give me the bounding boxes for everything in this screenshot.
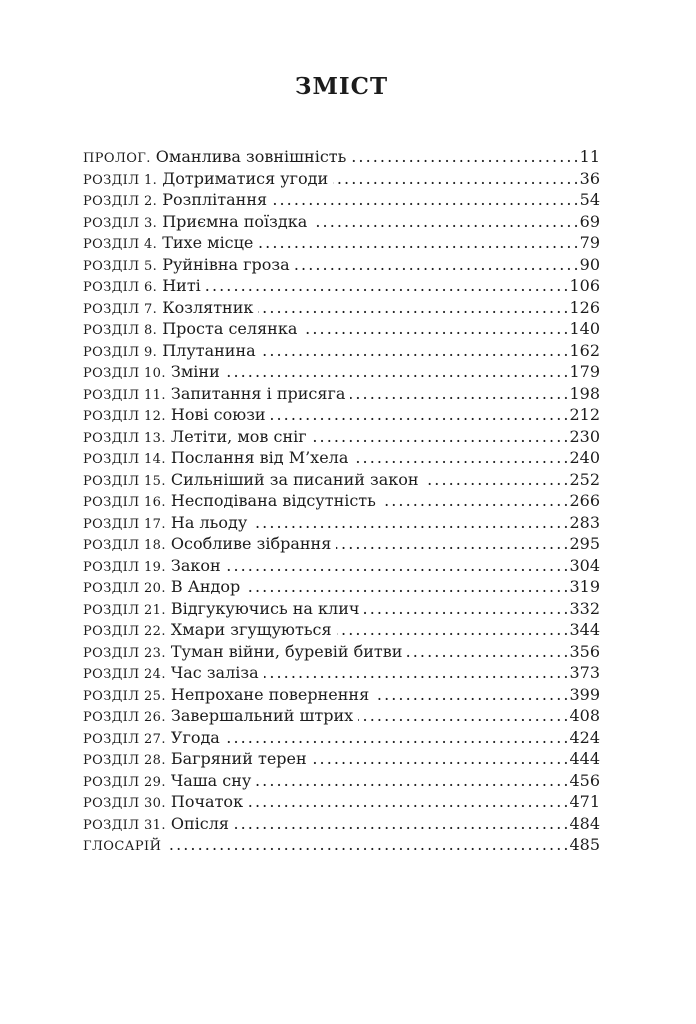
toc-entry-label: РОЗДІЛ 8. (83, 323, 158, 339)
toc-entry-label: РОЗДІЛ 7. (83, 301, 158, 317)
toc-entry-title: Завершальний штрих (170, 706, 354, 726)
toc-entry-page: 319 (569, 577, 600, 597)
toc-entry (83, 834, 600, 856)
toc-entry-title: Угода (170, 727, 220, 747)
leader-dots (264, 662, 569, 684)
toc-entry-title: Проста селянка (162, 319, 298, 339)
toc-entry-label: РОЗДІЛ 6. (83, 280, 158, 296)
toc-entry-title: Нові союзи (170, 405, 266, 425)
toc-entry (83, 662, 600, 684)
leader-dots (353, 447, 568, 469)
toc-entry (83, 619, 600, 641)
toc-entry-title: Хмари згущуються (170, 620, 332, 640)
toc-entry (83, 684, 600, 706)
toc-entry-title: Розплітання (162, 190, 268, 210)
page-title: ЗМІСТ (294, 73, 389, 100)
toc-entry-page: 230 (569, 426, 600, 446)
toc-entry-label: РОЗДІЛ 10. (83, 366, 166, 382)
leader-dots (248, 791, 568, 813)
toc-entry-label: РОЗДІЛ 21. (83, 602, 166, 618)
toc-entry (83, 361, 600, 383)
toc-entry-page: 344 (569, 620, 600, 640)
toc-entry-page: 484 (569, 813, 600, 833)
leader-dots (295, 254, 579, 276)
leader-dots (256, 770, 568, 792)
toc-entry-title: Тихе місце (162, 233, 254, 253)
leader-dots (337, 619, 569, 641)
toc-entry-label: РОЗДІЛ 19. (83, 559, 166, 575)
toc-entry-page: 456 (569, 770, 600, 790)
toc-entry-label: РОЗДІЛ 13. (83, 430, 166, 446)
toc-entry-label: РОЗДІЛ 23. (83, 645, 166, 661)
toc-entry-label: РОЗДІЛ 1. (83, 172, 158, 188)
leader-dots (258, 232, 578, 254)
leader-dots (312, 748, 569, 770)
toc-entry (83, 168, 600, 190)
toc-entry (83, 512, 600, 534)
toc-entry-page: 90 (579, 254, 600, 274)
toc-entry-page: 471 (569, 792, 600, 812)
toc-entry-page: 332 (569, 598, 600, 618)
toc-entry-label: РОЗДІЛ 18. (83, 538, 166, 554)
toc-entry (83, 813, 600, 835)
toc-entry-page: 266 (569, 491, 600, 511)
toc-entry-title: Закон (170, 555, 221, 575)
toc-entry-title: В Андор (170, 577, 241, 597)
toc-entry (83, 275, 600, 297)
toc-entry-title: Час заліза (170, 663, 259, 683)
leader-dots (225, 361, 569, 383)
toc-entry-label: РОЗДІЛ 28. (83, 753, 166, 769)
toc-entry-title: Несподівана відсутність (170, 491, 376, 511)
toc-entry-label: РОЗДІЛ 16. (83, 495, 166, 511)
toc-entry (83, 748, 600, 770)
toc-entry (83, 189, 600, 211)
toc-entry-page: 252 (569, 469, 600, 489)
toc-entry-label: РОЗДІЛ 25. (83, 688, 166, 704)
leader-dots (351, 146, 578, 168)
leader-dots (350, 383, 568, 405)
toc-entry-page: 295 (569, 534, 600, 554)
leader-dots (225, 727, 569, 749)
toc-entry-page: 408 (569, 706, 600, 726)
toc-entry (83, 705, 600, 727)
toc-entry-title: Оманлива зовнішність (155, 147, 347, 167)
toc-entry-page: 179 (569, 362, 600, 382)
toc-entry-page: 11 (579, 147, 600, 167)
leader-dots (312, 426, 569, 448)
toc-entry-title: Козлятник (162, 297, 254, 317)
leader-dots (374, 684, 568, 706)
leader-dots (312, 211, 578, 233)
toc-entry-page: 69 (579, 211, 600, 231)
toc-entry-page: 36 (579, 168, 600, 188)
toc-entry-title: Непрохане повернення (170, 684, 370, 704)
toc-entry (83, 533, 600, 555)
toc-entry (83, 211, 600, 233)
toc-entry-page: 106 (569, 276, 600, 296)
leader-dots (166, 834, 568, 856)
toc-entry-page: 485 (569, 835, 600, 855)
toc-entry-page: 304 (569, 555, 600, 575)
leader-dots (302, 318, 568, 340)
toc-entry-page: 424 (569, 727, 600, 747)
toc-entry-title: Туман війни, буревій битви (170, 641, 403, 661)
leader-dots (245, 576, 568, 598)
leader-dots (271, 404, 569, 426)
toc-entry-page: 356 (569, 641, 600, 661)
leader-dots (381, 490, 569, 512)
toc-entry-title: Руйнівна гроза (162, 254, 290, 274)
toc-entry (83, 426, 600, 448)
toc-entry-title: Ниті (162, 276, 201, 296)
leader-dots (272, 189, 579, 211)
toc-entry (83, 469, 600, 491)
toc-entry-page: 240 (569, 448, 600, 468)
toc-entry (83, 576, 600, 598)
toc-entry (83, 297, 600, 319)
toc-entry-label: РОЗДІЛ 3. (83, 215, 158, 231)
toc-entry-page: 212 (569, 405, 600, 425)
toc-entry-label: РОЗДІЛ 15. (83, 473, 166, 489)
toc-entry-label: РОЗДІЛ 17. (83, 516, 166, 532)
toc-entry-label: РОЗДІЛ 4. (83, 237, 158, 253)
toc-entry-label: РОЗДІЛ 20. (83, 581, 166, 597)
toc-entry-title: Особливе зібрання (170, 534, 332, 554)
toc-entry (83, 340, 600, 362)
toc-entry (83, 555, 600, 577)
toc-entry-page: 198 (569, 383, 600, 403)
toc-entry (83, 641, 600, 663)
toc-entry-title: Опісля (170, 813, 229, 833)
toc-list (83, 146, 600, 856)
leader-dots (261, 340, 569, 362)
toc-entry-title: Сильніший за писаний закон (170, 469, 419, 489)
leader-dots (336, 533, 568, 555)
toc-entry-page: 283 (569, 512, 600, 532)
toc-entry-title: Зміни (170, 362, 220, 382)
leader-dots (226, 555, 569, 577)
toc-entry (83, 254, 600, 276)
toc-entry-label: РОЗДІЛ 27. (83, 731, 166, 747)
toc-entry-label: РОЗДІЛ 24. (83, 667, 166, 683)
leader-dots (258, 297, 568, 319)
toc-entry-label: РОЗДІЛ 14. (83, 452, 166, 468)
toc-entry (83, 146, 600, 168)
leader-dots (234, 813, 568, 835)
leader-dots (333, 168, 578, 190)
leader-dots (206, 275, 569, 297)
toc-entry-title: Чаша сну (170, 770, 252, 790)
toc-entry (83, 447, 600, 469)
toc-entry (83, 383, 600, 405)
toc-entry-label: РОЗДІЛ 22. (83, 624, 166, 640)
toc-entry-page: 444 (569, 749, 600, 769)
toc-entry-label: ПРОЛОГ. (83, 151, 151, 167)
toc-entry (83, 232, 600, 254)
toc-entry-title: На льоду (170, 512, 248, 532)
leader-dots (407, 641, 568, 663)
toc-entry-label: РОЗДІЛ 26. (83, 710, 166, 726)
toc-entry-page: 54 (579, 190, 600, 210)
toc-entry (83, 727, 600, 749)
leader-dots (252, 512, 568, 534)
toc-entry-title: Дотриматися угоди (162, 168, 329, 188)
toc-entry-title: Приємна поїздка (162, 211, 308, 231)
toc-entry (83, 490, 600, 512)
toc-entry-page: 140 (569, 319, 600, 339)
toc-entry-label: ГЛОСАРІЙ (83, 839, 162, 855)
toc-entry-label: РОЗДІЛ 9. (83, 344, 158, 360)
toc-entry-title: Запитання і присяга (170, 383, 346, 403)
toc-entry-title: Початок (170, 792, 244, 812)
toc-entry-title: Послання від М’хела (170, 448, 349, 468)
toc-entry-page: 399 (569, 684, 600, 704)
toc-entry-page: 373 (569, 663, 600, 683)
toc-entry-label: РОЗДІЛ 12. (83, 409, 166, 425)
leader-dots (364, 598, 568, 620)
toc-entry (83, 770, 600, 792)
toc-entry-title: Багряний терен (170, 749, 307, 769)
toc-entry-label: РОЗДІЛ 5. (83, 258, 158, 274)
leader-dots (424, 469, 569, 491)
toc-entry-title: Відгукуючись на клич (170, 598, 360, 618)
toc-entry-label: РОЗДІЛ 29. (83, 774, 166, 790)
toc-entry-label: РОЗДІЛ 30. (83, 796, 166, 812)
toc-entry-page: 162 (569, 340, 600, 360)
toc-entry-label: РОЗДІЛ 31. (83, 817, 166, 833)
toc-entry (83, 404, 600, 426)
toc-entry (83, 598, 600, 620)
toc-entry-label: РОЗДІЛ 11. (83, 387, 166, 403)
toc-entry (83, 318, 600, 340)
toc-entry-title: Плутанина (162, 340, 256, 360)
toc-entry (83, 791, 600, 813)
toc-entry-page: 79 (579, 233, 600, 253)
leader-dots (358, 705, 568, 727)
toc-entry-title: Летіти, мов сніг (170, 426, 307, 446)
toc-entry-page: 126 (569, 297, 600, 317)
toc-entry-label: РОЗДІЛ 2. (83, 194, 158, 210)
